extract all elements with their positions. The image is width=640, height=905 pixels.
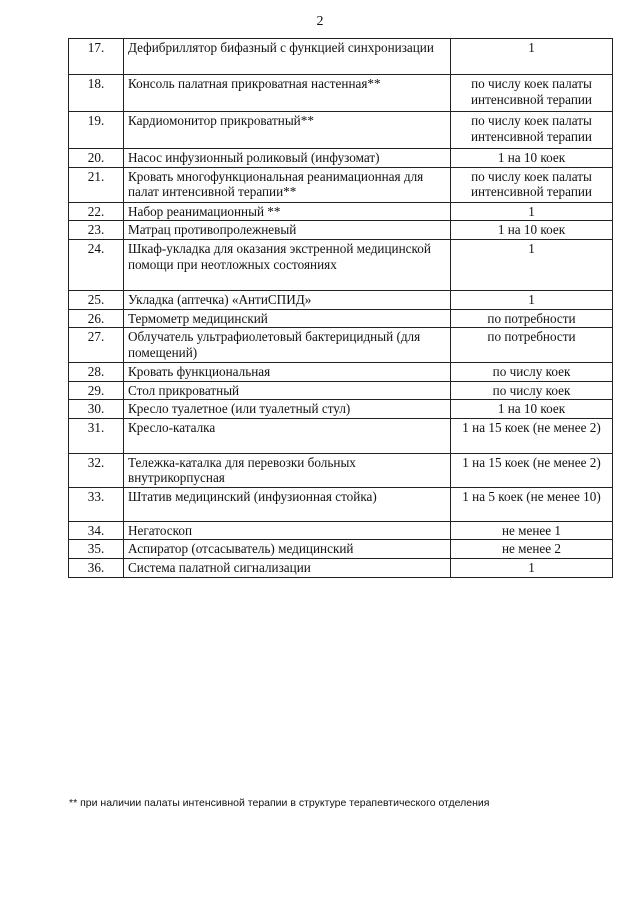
table-row — [69, 328, 613, 363]
table-row — [69, 540, 613, 559]
row-number: 36. — [69, 558, 124, 577]
item-name: Дефибриллятор бифазный с функцией синхронизации — [124, 39, 451, 75]
item-name: Штатив медицинский (инфузионная стойка) — [124, 487, 451, 521]
item-name: Насос инфузионный роликовый (инфузомат) — [124, 149, 451, 168]
table-row — [69, 149, 613, 168]
row-number: 35. — [69, 540, 124, 559]
item-quantity: 1 на 15 коек (не менее 2) — [451, 453, 613, 487]
row-number: 31. — [69, 418, 124, 453]
row-number: 24. — [69, 240, 124, 291]
row-number: 23. — [69, 221, 124, 240]
item-quantity: 1 на 10 коек — [451, 221, 613, 240]
item-name: Кресло туалетное (или туалетный стул) — [124, 400, 451, 419]
table-row — [69, 167, 613, 202]
item-quantity: по числу коек палаты интенсивной терапии — [451, 167, 613, 202]
table-row — [69, 400, 613, 419]
table-row — [69, 521, 613, 540]
item-quantity: 1 на 10 коек — [451, 149, 613, 168]
table-row — [69, 558, 613, 577]
item-quantity: не менее 1 — [451, 521, 613, 540]
row-number: 21. — [69, 167, 124, 202]
item-name: Термометр медицинский — [124, 309, 451, 328]
item-name: Кресло-каталка — [124, 418, 451, 453]
table-row — [69, 202, 613, 221]
item-quantity: 1 — [451, 202, 613, 221]
item-name: Укладка (аптечка) «АнтиСПИД» — [124, 291, 451, 310]
table-row — [69, 221, 613, 240]
row-number: 19. — [69, 112, 124, 149]
item-quantity: по числу коек — [451, 363, 613, 382]
item-quantity: 1 — [451, 291, 613, 310]
item-name: Матрац противопролежневый — [124, 221, 451, 240]
table-row — [69, 453, 613, 487]
item-name: Аспиратор (отсасыватель) медицинский — [124, 540, 451, 559]
table-row — [69, 240, 613, 291]
row-number: 18. — [69, 75, 124, 112]
table-row — [69, 112, 613, 149]
item-quantity: 1 — [451, 39, 613, 75]
equipment-table-body — [69, 39, 613, 578]
item-quantity: 1 на 10 коек — [451, 400, 613, 419]
row-number: 30. — [69, 400, 124, 419]
item-name: Кардиомонитор прикроватный** — [124, 112, 451, 149]
row-number: 32. — [69, 453, 124, 487]
item-name: Облучатель ультрафиолетовый бактерицидный (для помещений) — [124, 328, 451, 363]
item-name: Негатоскоп — [124, 521, 451, 540]
table-row — [69, 291, 613, 310]
table-row — [69, 363, 613, 382]
item-quantity: 1 — [451, 240, 613, 291]
row-number: 26. — [69, 309, 124, 328]
item-quantity: не менее 2 — [451, 540, 613, 559]
item-name: Тележка-каталка для перевозки больных внутрикорпусная — [124, 453, 451, 487]
table-row — [69, 39, 613, 75]
item-quantity: по числу коек палаты интенсивной терапии — [451, 112, 613, 149]
item-quantity: по потребности — [451, 328, 613, 363]
row-number: 27. — [69, 328, 124, 363]
item-name: Набор реанимационный ** — [124, 202, 451, 221]
item-quantity: по числу коек — [451, 381, 613, 400]
item-name: Кровать многофункциональная реанимационная для палат интенсивной терапии** — [124, 167, 451, 202]
row-number: 34. — [69, 521, 124, 540]
equipment-table — [68, 38, 613, 578]
row-number: 22. — [69, 202, 124, 221]
item-name: Система палатной сигнализации — [124, 558, 451, 577]
footnote: ** при наличии палаты интенсивной терапии в структуре терапевтического отделения — [69, 797, 490, 809]
table-row — [69, 381, 613, 400]
item-quantity: 1 на 5 коек (не менее 10) — [451, 487, 613, 521]
item-name: Шкаф-укладка для оказания экстренной медицинской помощи при неотложных состояниях — [124, 240, 451, 291]
item-name: Консоль палатная прикроватная настенная** — [124, 75, 451, 112]
item-quantity: 1 на 15 коек (не менее 2) — [451, 418, 613, 453]
item-quantity: по потребности — [451, 309, 613, 328]
table-row — [69, 75, 613, 112]
item-name: Стол прикроватный — [124, 381, 451, 400]
page-number: 2 — [316, 14, 324, 29]
item-quantity: 1 — [451, 558, 613, 577]
table-row — [69, 309, 613, 328]
table-row — [69, 418, 613, 453]
item-quantity: по числу коек палаты интенсивной терапии — [451, 75, 613, 112]
row-number: 28. — [69, 363, 124, 382]
row-number: 25. — [69, 291, 124, 310]
item-name: Кровать функциональная — [124, 363, 451, 382]
row-number: 17. — [69, 39, 124, 75]
row-number: 33. — [69, 487, 124, 521]
row-number: 29. — [69, 381, 124, 400]
row-number: 20. — [69, 149, 124, 168]
table-row — [69, 487, 613, 521]
